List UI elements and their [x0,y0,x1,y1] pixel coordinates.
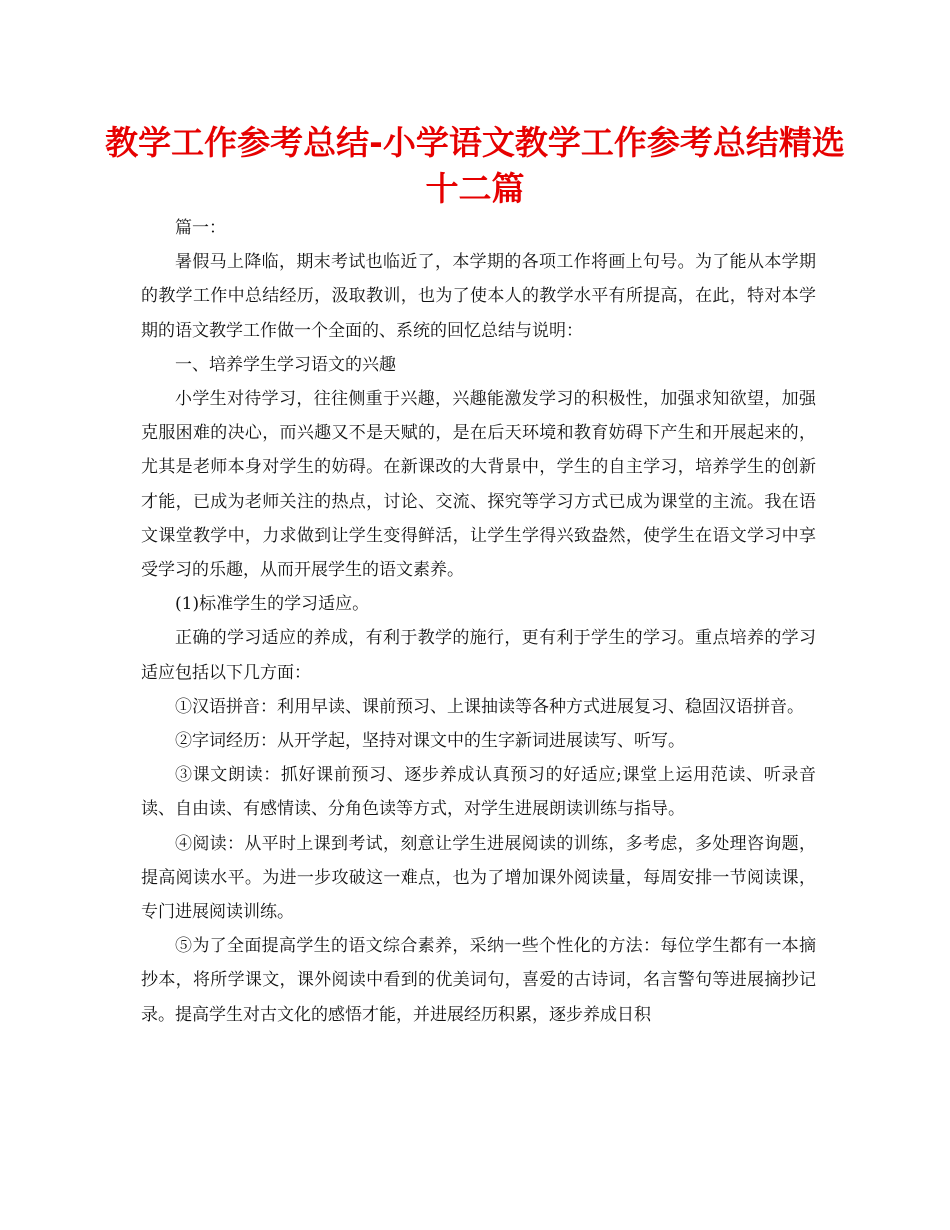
paragraph: 正确的学习适应的养成，有利于教学的施行，更有利于学生的学习。重点培养的学习适应包括以下几方面： [141,628,816,683]
document-title: 教学工作参考总结-小学语文教学工作参考总结精选十二篇 [105,123,845,208]
list-item: ⑤为了全面提高学生的语文综合素养，采纳一些个性化的方法：每位学生都有一本摘抄本，将所学课文，课外阅读中看到的优美词句，喜爱的古诗词，名言警句等进展摘抄记录。提高学生对古文化的感悟才能，并进展经历积累，逐步养成日积 [141,936,816,1025]
list-item: ③课文朗读：抓好课前预习、逐步养成认真预习的好适应;课堂上运用范读、听录音读、自由读、有感情读、分角色读等方式，对学生进展朗读训练与指导。 [141,765,816,820]
section-heading: 篇一： [175,218,226,238]
paragraph: 暑假马上降临，期末考试也临近了，本学期的各项工作将画上句号。为了能从本学期的教学工作中总结经历，汲取教训，也为了使本人的教学水平有所提高，在此，特对本学期的语文教学工作做一个全面的、系统的回忆总结与说明： [141,252,816,341]
paragraph: 小学生对待学习，往往侧重于兴趣，兴趣能激发学习的积极性，加强求知欲望，加强克服困难的决心，而兴趣又不是天赋的，是在后天环境和教育妨碍下产生和开展起来的，尤其是老师本身对学生的妨碍。在新课改的大背景中，学生的自主学习，培养学生的创新才能，已成为老师关注的热点，讨论、交流、探究等学习方式已成为课堂的主流。我在语文课堂教学中，力求做到让学生变得鲜活，让学生学得兴致盎然，使学生在语文学习中享受学习的乐趣，从而开展学生的语文素养。 [141,389,816,581]
list-item: ④阅读：从平时上课到考试，刻意让学生进展阅读的训练，多考虑，多处理咨询题，提高阅读水平。为进一步攻破这一难点，也为了增加课外阅读量，每周安排一节阅读课，专门进展阅读训练。 [141,833,816,923]
document-body [141,211,816,1032]
list-item: ②字词经历：从开学起，坚持对课文中的生字新词进展读写、听写。 [175,731,685,752]
list-item: ①汉语拼音：利用早读、课前预习、上课抽读等各种方式进展复习、稳固汉语拼音。 [175,696,804,717]
subsection-heading: 一、培养学生学习语文的兴趣 [175,354,396,375]
subsection-heading: (1)标准学生的学习适应。 [175,594,370,615]
